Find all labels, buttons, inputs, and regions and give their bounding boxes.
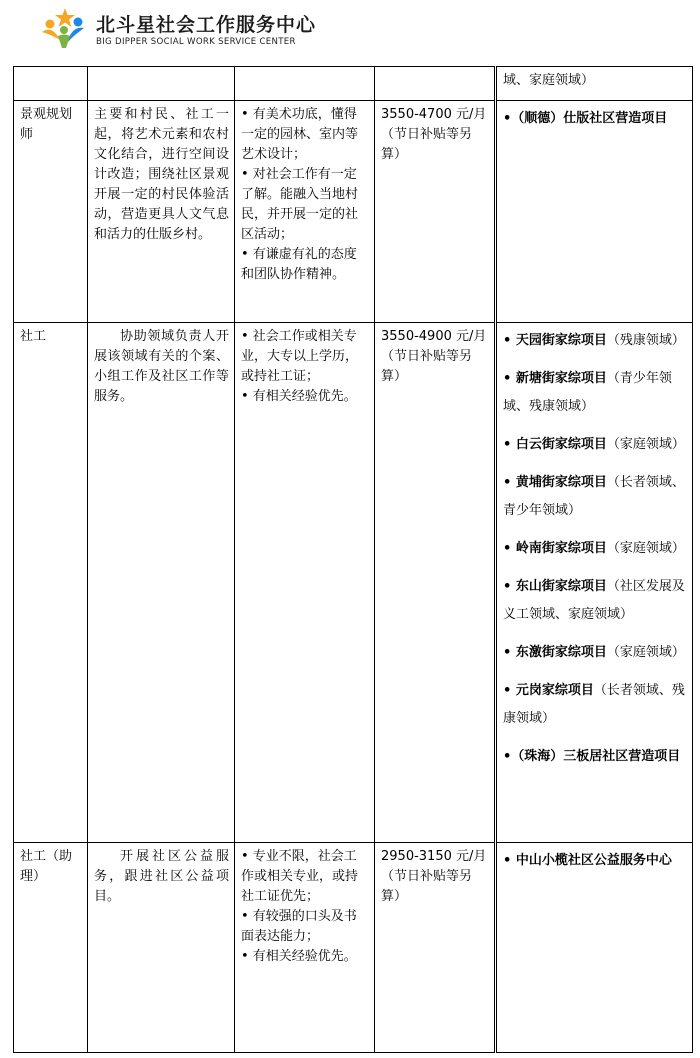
project-name: • 东激街家综项目: [503, 645, 607, 660]
requirements-cell: [235, 843, 375, 1053]
projects-cell: [496, 67, 693, 101]
page-header: [0, 0, 700, 66]
salary-cell: 2950-3150 元/月（节日补贴等另算）: [375, 843, 496, 1053]
project-item: [503, 639, 687, 667]
project-name: • 天园街家综项目: [503, 333, 607, 348]
project-note: （家庭领域）: [606, 541, 685, 556]
description-cell: 主要和村民、社工一起，将艺术元素和农村文化结合，进行空间设计改造；围绕社区景观开展一定的村民体验活动，营造更具人文气息和活力的仕版乡村。: [88, 101, 235, 323]
job-openings-table: [13, 66, 693, 1053]
project-item: [503, 327, 687, 355]
project-item: [503, 743, 687, 771]
project-item: [503, 677, 687, 733]
salary-cell: [375, 67, 496, 101]
requirement-item: • 有谦虚有礼的态度和团队协作精神。: [241, 247, 357, 282]
position-cell: [14, 67, 88, 101]
requirement-item: • 有较强的口头及书面表达能力；: [241, 909, 357, 944]
projects-cell: [496, 101, 693, 323]
description-cell: 协助领域负责人开展该领域有关的个案、小组工作及社区工作等服务。: [88, 323, 235, 843]
org-name-chinese: 北斗星社会工作服务中心: [96, 14, 317, 36]
projects-cell: [496, 323, 693, 843]
project-note: （长者领域、残康领域）: [503, 683, 685, 726]
salary-cell: 3550-4900 元/月（节日补贴等另算）: [375, 323, 496, 843]
project-item: [503, 71, 687, 91]
org-name-english: BIG DIPPER SOCIAL WORK SERVICE CENTER: [96, 37, 296, 47]
project-item: [503, 365, 687, 421]
project-note: （家庭领域）: [606, 645, 685, 660]
project-note: 域、家庭领域）: [503, 73, 595, 88]
table-row: [14, 323, 693, 843]
requirements-cell: [235, 323, 375, 843]
table-row: [14, 843, 693, 1053]
salary-cell: 3550-4700 元/月（节日补贴等另算）: [375, 101, 496, 323]
project-item: [503, 431, 687, 459]
requirements-cell: [235, 67, 375, 101]
project-note: （家庭领域）: [606, 437, 685, 452]
project-name: • 白云街家综项目: [503, 437, 607, 452]
description-cell: 开展社区公益服务，跟进社区公益项目。: [88, 843, 235, 1053]
project-note: （长者领域、青少年领域）: [503, 475, 685, 518]
requirement-item: • 对社会工作有一定了解。能融入当地村民，并开展一定的社区活动；: [241, 167, 359, 242]
project-item: [503, 105, 687, 133]
project-note: （残康领域）: [606, 333, 685, 348]
position-cell: 景观规划师: [14, 101, 88, 323]
requirement-item: • 专业不限，社会工作或相关专业，或持社工证优先；: [241, 849, 359, 904]
table-row: [14, 67, 693, 101]
project-name: • 元岗家综项目: [503, 683, 594, 698]
description-cell: [88, 67, 235, 101]
requirement-item: • 有相关经验优先。: [241, 949, 357, 964]
project-note: （社区发展及义工领域、家庭领域）: [503, 579, 685, 622]
project-name: • 岭南街家综项目: [503, 541, 607, 556]
project-item: [503, 573, 687, 629]
position-cell: 社工（助理）: [14, 843, 88, 1053]
project-name: • 黄埔街家综项目: [503, 475, 607, 490]
position-cell: 社工: [14, 323, 88, 843]
requirement-item: • 社会工作或相关专业，大专以上学历，或持社工证；: [241, 329, 359, 384]
project-item: [503, 469, 687, 525]
table-row: [14, 101, 693, 323]
requirement-item: • 有美术功底，懂得一定的园林、室内等艺术设计；: [241, 107, 359, 162]
project-item: [503, 535, 687, 563]
project-name: • 东山街家综项目: [503, 579, 607, 594]
requirement-item: • 有相关经验优先。: [241, 389, 357, 404]
project-item: [503, 847, 687, 875]
big-dipper-logo-icon: [38, 6, 88, 50]
projects-cell: [496, 843, 693, 1053]
project-name: •（珠海）三板居社区营造项目: [503, 749, 681, 764]
project-name: •（顺德）仕版社区营造项目: [503, 111, 668, 126]
project-name: • 中山小榄社区公益服务中心: [503, 853, 672, 868]
project-name: • 新塘街家综项目: [503, 371, 607, 386]
requirements-cell: [235, 101, 375, 323]
project-note: （青少年领域、残康领域）: [503, 371, 672, 414]
